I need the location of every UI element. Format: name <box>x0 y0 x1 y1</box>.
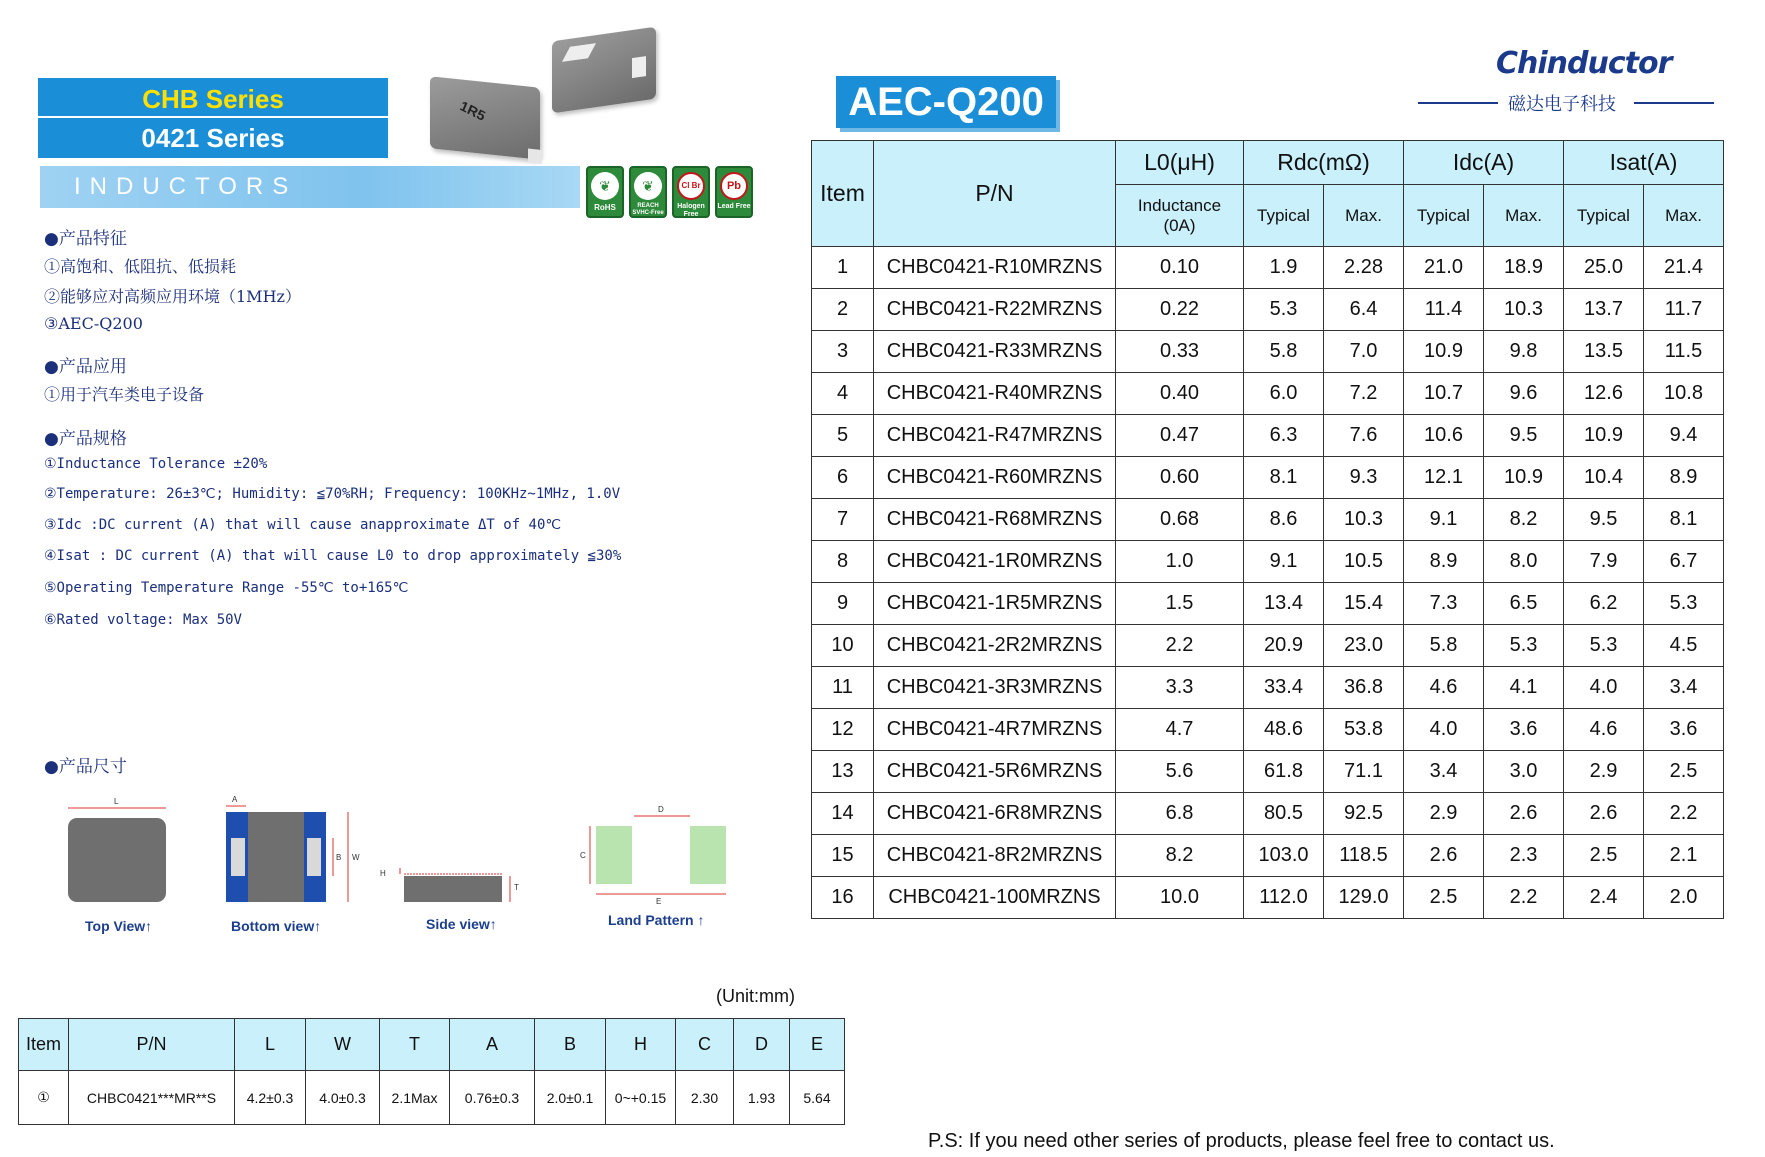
cell-idc-max: 10.9 <box>1484 457 1564 499</box>
cell-rdc-typ: 6.3 <box>1244 415 1324 457</box>
cell-rdc-typ: 5.8 <box>1244 331 1324 373</box>
land-pattern-label: Land Pattern ↑ <box>608 912 705 928</box>
dim-letter: B <box>336 853 342 862</box>
cell-idc-typ: 8.9 <box>1404 541 1484 583</box>
cell-idc-max: 18.9 <box>1484 247 1564 289</box>
cell-idc-typ: 4.6 <box>1404 667 1484 709</box>
cell-pn: CHBC0421-R40MRZNS <box>874 373 1116 415</box>
cell-idc-max: 2.3 <box>1484 835 1564 877</box>
cell-idc-typ: 2.6 <box>1404 835 1484 877</box>
header-idc: Idc(A) <box>1404 141 1564 185</box>
cell-isat-typ: 2.5 <box>1564 835 1644 877</box>
dims-cell: 2.1Max <box>380 1071 450 1125</box>
dims-header: H <box>606 1019 676 1071</box>
inductor-spec-table <box>811 140 1724 919</box>
cell-l0: 3.3 <box>1116 667 1244 709</box>
table-row <box>812 289 1724 331</box>
brand-logo: Chinductor <box>1496 46 1672 81</box>
dims-header: A <box>450 1019 535 1071</box>
dims-cell: 0~+0.15 <box>606 1071 676 1125</box>
cell-l0: 4.7 <box>1116 709 1244 751</box>
dim-letter: W <box>352 853 360 862</box>
cell-isat-typ: 9.5 <box>1564 499 1644 541</box>
cell-pn: CHBC0421-2R2MRZNS <box>874 625 1116 667</box>
header-isat-typical: Typical <box>1564 185 1644 247</box>
dims-header: L <box>235 1019 306 1071</box>
series-line1: CHB Series <box>38 78 388 118</box>
cell-idc-max: 9.5 <box>1484 415 1564 457</box>
bottom-view-label: Bottom view↑ <box>231 918 322 934</box>
cell-item: 15 <box>812 835 874 877</box>
cell-rdc-max: 92.5 <box>1324 793 1404 835</box>
cell-item: 13 <box>812 751 874 793</box>
header-rdc-typical: Typical <box>1244 185 1324 247</box>
cell-idc-typ: 5.8 <box>1404 625 1484 667</box>
cell-idc-max: 3.6 <box>1484 709 1564 751</box>
dims-cell: CHBC0421***MR**S <box>69 1071 235 1125</box>
spec-item: ③Idc :DC current (A) that will cause anapproximate ΔT of 40℃ <box>44 517 562 533</box>
cell-item: 3 <box>812 331 874 373</box>
table-row <box>812 541 1724 583</box>
halogen-free-badge <box>672 166 710 218</box>
table-row <box>812 583 1724 625</box>
cell-isat-max: 10.8 <box>1644 373 1724 415</box>
cell-isat-typ: 4.0 <box>1564 667 1644 709</box>
dim-letter: H <box>380 869 386 878</box>
cell-pn: CHBC0421-3R3MRZNS <box>874 667 1116 709</box>
spec-item: ⑤Operating Temperature Range -55℃ to+165℃ <box>44 580 409 596</box>
dims-cell: 5.64 <box>790 1071 845 1125</box>
cell-isat-max: 2.2 <box>1644 793 1724 835</box>
cell-rdc-max: 36.8 <box>1324 667 1404 709</box>
badge-label: RoHS <box>594 203 616 212</box>
cell-item: 4 <box>812 373 874 415</box>
cell-isat-typ: 13.5 <box>1564 331 1644 373</box>
series-title-box <box>38 78 388 158</box>
brand-logo-cn: 磁达电子科技 <box>1508 94 1616 115</box>
cell-rdc-typ: 61.8 <box>1244 751 1324 793</box>
table-row <box>812 709 1724 751</box>
cell-l0: 1.5 <box>1116 583 1244 625</box>
reach-badge <box>629 166 667 218</box>
table-row <box>812 793 1724 835</box>
dim-letter: T <box>514 883 519 892</box>
cell-rdc-typ: 9.1 <box>1244 541 1324 583</box>
cell-l0: 0.47 <box>1116 415 1244 457</box>
cell-l0: 1.0 <box>1116 541 1244 583</box>
cell-rdc-typ: 112.0 <box>1244 877 1324 919</box>
cell-pn: CHBC0421-R68MRZNS <box>874 499 1116 541</box>
cell-idc-typ: 21.0 <box>1404 247 1484 289</box>
cell-rdc-max: 53.8 <box>1324 709 1404 751</box>
cell-isat-max: 21.4 <box>1644 247 1724 289</box>
cell-rdc-typ: 1.9 <box>1244 247 1324 289</box>
header-idc-max: Max. <box>1484 185 1564 247</box>
spec-item: ①Inductance Tolerance ±20% <box>44 456 268 472</box>
leaf-icon: ❦ <box>634 172 662 200</box>
cell-pn: CHBC0421-R33MRZNS <box>874 331 1116 373</box>
lead-free-badge <box>715 166 753 218</box>
dims-header: P/N <box>69 1019 235 1071</box>
dims-cell: 4.2±0.3 <box>235 1071 306 1125</box>
cell-idc-max: 3.0 <box>1484 751 1564 793</box>
cell-rdc-max: 7.0 <box>1324 331 1404 373</box>
dim-letter: D <box>658 805 664 814</box>
dims-header: C <box>676 1019 734 1071</box>
bottom-view-drawing <box>226 795 360 902</box>
cell-isat-max: 6.7 <box>1644 541 1724 583</box>
feature-item: ②能够应对高频应用环境（1MHz） <box>44 287 301 306</box>
cell-l0: 0.60 <box>1116 457 1244 499</box>
cell-isat-typ: 25.0 <box>1564 247 1644 289</box>
dims-cell: 0.76±0.3 <box>450 1071 535 1125</box>
applications-title: ●产品应用 <box>44 357 127 377</box>
cell-idc-typ: 11.4 <box>1404 289 1484 331</box>
inductor-chip-front <box>430 76 540 160</box>
cell-idc-max: 4.1 <box>1484 667 1564 709</box>
cell-rdc-typ: 33.4 <box>1244 667 1324 709</box>
aec-q200-badge: AEC-Q200 <box>836 76 1056 128</box>
cell-l0: 6.8 <box>1116 793 1244 835</box>
table-row <box>812 247 1724 289</box>
top-view-label: Top View↑ <box>85 918 153 934</box>
cell-idc-typ: 10.9 <box>1404 331 1484 373</box>
cell-idc-max: 9.8 <box>1484 331 1564 373</box>
dims-cell: 1.93 <box>734 1071 790 1125</box>
cell-isat-max: 11.7 <box>1644 289 1724 331</box>
table-row <box>19 1071 845 1125</box>
cell-l0: 0.68 <box>1116 499 1244 541</box>
cell-rdc-typ: 20.9 <box>1244 625 1324 667</box>
table-row <box>812 835 1724 877</box>
spec-item: ②Temperature: 26±3℃; Humidity: ≦70%RH; Frequency: 100KHz~1MHz, 1.0V <box>44 486 621 502</box>
cell-isat-max: 8.1 <box>1644 499 1724 541</box>
cell-isat-max: 5.3 <box>1644 583 1724 625</box>
badge-label: Lead Free <box>717 203 751 210</box>
specs-title: ●产品规格 <box>44 429 127 449</box>
cell-isat-typ: 2.4 <box>1564 877 1644 919</box>
cell-idc-typ: 12.1 <box>1404 457 1484 499</box>
cell-isat-max: 3.6 <box>1644 709 1724 751</box>
cell-rdc-max: 15.4 <box>1324 583 1404 625</box>
cell-isat-max: 8.9 <box>1644 457 1724 499</box>
cell-isat-max: 9.4 <box>1644 415 1724 457</box>
dim-letter: C <box>580 851 586 860</box>
cell-isat-max: 2.5 <box>1644 751 1724 793</box>
cell-item: 2 <box>812 289 874 331</box>
cell-item: 14 <box>812 793 874 835</box>
cell-pn: CHBC0421-R10MRZNS <box>874 247 1116 289</box>
cell-item: 7 <box>812 499 874 541</box>
cell-idc-max: 9.6 <box>1484 373 1564 415</box>
cell-isat-typ: 12.6 <box>1564 373 1644 415</box>
dim-letter: L <box>114 797 119 806</box>
table-row <box>812 751 1724 793</box>
cell-idc-max: 2.6 <box>1484 793 1564 835</box>
cell-item: 12 <box>812 709 874 751</box>
cell-rdc-typ: 8.6 <box>1244 499 1324 541</box>
table-row <box>812 625 1724 667</box>
cell-rdc-max: 129.0 <box>1324 877 1404 919</box>
cell-isat-max: 2.0 <box>1644 877 1724 919</box>
cell-idc-typ: 10.6 <box>1404 415 1484 457</box>
cell-idc-typ: 3.4 <box>1404 751 1484 793</box>
cell-isat-typ: 10.4 <box>1564 457 1644 499</box>
cell-pn: CHBC0421-1R0MRZNS <box>874 541 1116 583</box>
header-inductance: Inductance (0A) <box>1116 185 1244 247</box>
cell-rdc-max: 71.1 <box>1324 751 1404 793</box>
header-idc-typical: Typical <box>1404 185 1484 247</box>
cell-isat-typ: 2.6 <box>1564 793 1644 835</box>
cell-rdc-max: 9.3 <box>1324 457 1404 499</box>
rohs-badge <box>586 166 624 218</box>
cell-l0: 5.6 <box>1116 751 1244 793</box>
cell-isat-max: 2.1 <box>1644 835 1724 877</box>
chip-terminal <box>562 43 596 62</box>
dims-cell: ① <box>19 1071 69 1125</box>
cell-pn: CHBC0421-5R6MRZNS <box>874 751 1116 793</box>
cell-isat-max: 11.5 <box>1644 331 1724 373</box>
dims-header: W <box>306 1019 380 1071</box>
cell-idc-max: 5.3 <box>1484 625 1564 667</box>
cell-rdc-max: 7.6 <box>1324 415 1404 457</box>
side-view-label: Side view↑ <box>426 916 497 932</box>
cell-l0: 2.2 <box>1116 625 1244 667</box>
header-isat: Isat(A) <box>1564 141 1724 185</box>
dims-header: T <box>380 1019 450 1071</box>
cell-rdc-max: 10.5 <box>1324 541 1404 583</box>
cell-idc-max: 8.0 <box>1484 541 1564 583</box>
cell-rdc-typ: 80.5 <box>1244 793 1324 835</box>
cell-rdc-typ: 6.0 <box>1244 373 1324 415</box>
leaf-icon: ❦ <box>591 172 619 200</box>
cell-idc-typ: 2.5 <box>1404 877 1484 919</box>
cell-idc-max: 2.2 <box>1484 877 1564 919</box>
cell-idc-max: 8.2 <box>1484 499 1564 541</box>
cell-pn: CHBC0421-8R2MRZNS <box>874 835 1116 877</box>
table-row <box>812 373 1724 415</box>
logo-rule-right <box>1634 102 1714 104</box>
cell-l0: 0.22 <box>1116 289 1244 331</box>
cell-item: 8 <box>812 541 874 583</box>
cell-item: 11 <box>812 667 874 709</box>
chip-terminal <box>632 56 646 78</box>
cell-l0: 0.33 <box>1116 331 1244 373</box>
cell-idc-max: 10.3 <box>1484 289 1564 331</box>
land-pattern-drawing <box>580 805 726 906</box>
table-row <box>812 331 1724 373</box>
cell-rdc-typ: 103.0 <box>1244 835 1324 877</box>
cell-item: 5 <box>812 415 874 457</box>
cell-pn: CHBC0421-R60MRZNS <box>874 457 1116 499</box>
halogen-icon: Cl Br <box>677 172 705 200</box>
cell-isat-typ: 4.6 <box>1564 709 1644 751</box>
cell-idc-typ: 4.0 <box>1404 709 1484 751</box>
header-rdc: Rdc(mΩ) <box>1244 141 1404 185</box>
cell-pn: CHBC0421-4R7MRZNS <box>874 709 1116 751</box>
features-title: ●产品特征 <box>44 229 127 249</box>
footer-note: P.S: If you need other series of products, please feel free to contact us. <box>928 1130 1555 1152</box>
dims-header: Item <box>19 1019 69 1071</box>
cell-isat-typ: 5.3 <box>1564 625 1644 667</box>
cell-l0: 8.2 <box>1116 835 1244 877</box>
cell-rdc-typ: 13.4 <box>1244 583 1324 625</box>
cell-rdc-typ: 5.3 <box>1244 289 1324 331</box>
spec-item: ⑥Rated voltage: Max 50V <box>44 612 242 628</box>
cell-l0: 10.0 <box>1116 877 1244 919</box>
application-item: ①用于汽车类电子设备 <box>44 385 205 404</box>
dims-cell: 4.0±0.3 <box>306 1071 380 1125</box>
table-row <box>812 667 1724 709</box>
cell-pn: CHBC0421-6R8MRZNS <box>874 793 1116 835</box>
cell-isat-max: 3.4 <box>1644 667 1724 709</box>
cell-rdc-max: 2.28 <box>1324 247 1404 289</box>
cell-rdc-max: 6.4 <box>1324 289 1404 331</box>
cell-rdc-typ: 48.6 <box>1244 709 1324 751</box>
cell-idc-typ: 10.7 <box>1404 373 1484 415</box>
cell-rdc-max: 10.3 <box>1324 499 1404 541</box>
header-item: Item <box>812 141 874 247</box>
cell-pn: CHBC0421-R22MRZNS <box>874 289 1116 331</box>
dims-header: E <box>790 1019 845 1071</box>
cell-rdc-max: 118.5 <box>1324 835 1404 877</box>
dim-letter: E <box>656 897 662 906</box>
cell-l0: 0.10 <box>1116 247 1244 289</box>
dims-cell: 2.0±0.1 <box>535 1071 606 1125</box>
cell-rdc-max: 7.2 <box>1324 373 1404 415</box>
table-row <box>812 415 1724 457</box>
cell-idc-typ: 2.9 <box>1404 793 1484 835</box>
cell-item: 6 <box>812 457 874 499</box>
header-pn: P/N <box>874 141 1116 247</box>
lead-icon: Pb <box>720 172 748 200</box>
cell-idc-typ: 7.3 <box>1404 583 1484 625</box>
cell-isat-typ: 10.9 <box>1564 415 1644 457</box>
feature-item: ③AEC-Q200 <box>44 314 143 333</box>
header-rdc-max: Max. <box>1324 185 1404 247</box>
cell-item: 1 <box>812 247 874 289</box>
cell-isat-max: 4.5 <box>1644 625 1724 667</box>
cell-item: 16 <box>812 877 874 919</box>
cell-item: 9 <box>812 583 874 625</box>
cell-pn: CHBC0421-1R5MRZNS <box>874 583 1116 625</box>
inductor-chip-back <box>552 27 656 114</box>
dims-cell: 2.30 <box>676 1071 734 1125</box>
cell-isat-typ: 13.7 <box>1564 289 1644 331</box>
feature-item: ①高饱和、低阻抗、低损耗 <box>44 257 237 276</box>
cell-pn: CHBC0421-R47MRZNS <box>874 415 1116 457</box>
cell-pn: CHBC0421-100MRZNS <box>874 877 1116 919</box>
category-banner: INDUCTORS <box>40 166 580 208</box>
dims-header: B <box>535 1019 606 1071</box>
series-line2: 0421 Series <box>141 123 285 153</box>
cell-isat-typ: 7.9 <box>1564 541 1644 583</box>
table-row <box>812 499 1724 541</box>
logo-rule-left <box>1418 102 1498 104</box>
dim-letter: A <box>232 795 238 804</box>
top-view-drawing <box>68 797 166 902</box>
table-row <box>812 877 1724 919</box>
badge-label: REACH SVHC-Free <box>632 203 664 216</box>
header-isat-max: Max. <box>1644 185 1724 247</box>
dimensions-title: ●产品尺寸 <box>44 757 127 777</box>
cell-idc-typ: 9.1 <box>1404 499 1484 541</box>
cell-isat-typ: 6.2 <box>1564 583 1644 625</box>
product-photo <box>420 28 660 158</box>
cell-l0: 0.40 <box>1116 373 1244 415</box>
cell-isat-typ: 2.9 <box>1564 751 1644 793</box>
dims-header: D <box>734 1019 790 1071</box>
cell-item: 10 <box>812 625 874 667</box>
badge-label: Halogen Free <box>677 203 705 218</box>
cell-rdc-max: 23.0 <box>1324 625 1404 667</box>
cell-idc-max: 6.5 <box>1484 583 1564 625</box>
table-row <box>812 457 1724 499</box>
unit-label: (Unit:mm) <box>716 986 795 1006</box>
chip-marking: 1R5 <box>457 97 488 124</box>
header-l0: L0(μH) <box>1116 141 1244 185</box>
side-view-drawing <box>380 868 519 902</box>
spec-item: ④Isat : DC current (A) that will cause L0 to drop approximately ≦30% <box>44 548 622 564</box>
chip-terminal <box>528 149 542 164</box>
cell-rdc-typ: 8.1 <box>1244 457 1324 499</box>
dimensions-table <box>18 1018 845 1125</box>
